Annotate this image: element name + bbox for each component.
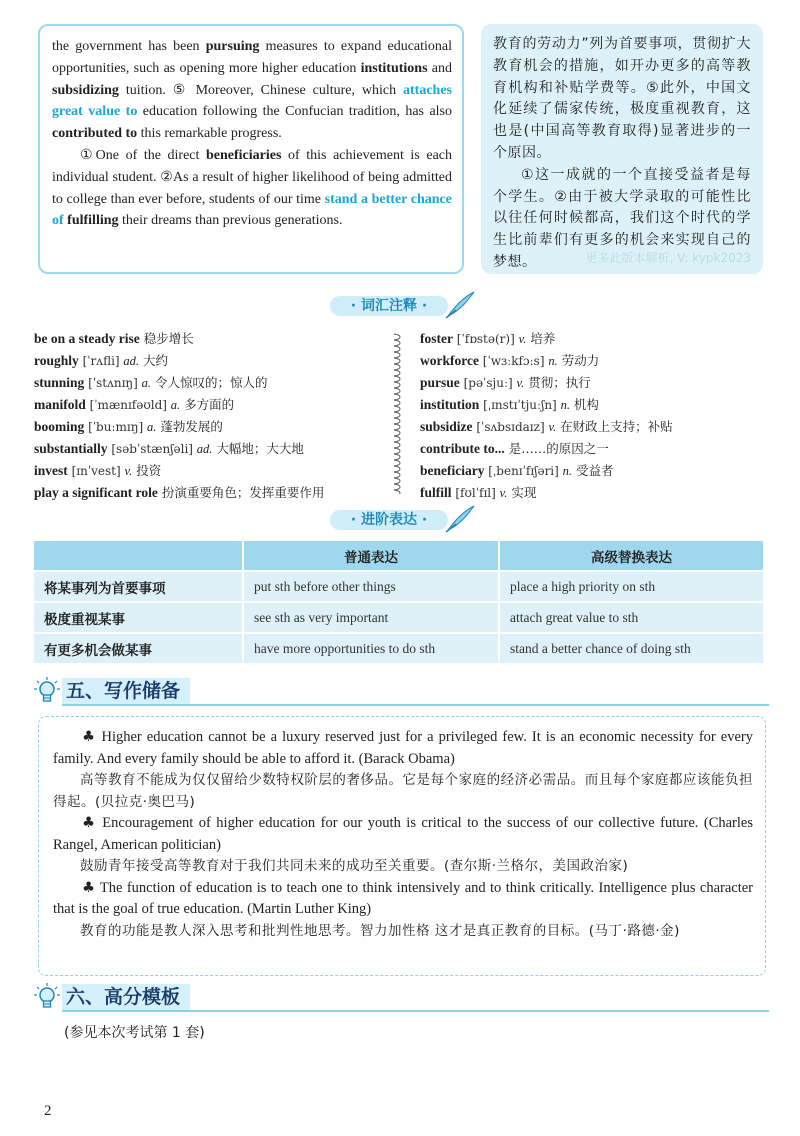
- expression-table: [34, 541, 765, 665]
- vocab-word: fulfill: [420, 485, 452, 500]
- lightbulb-icon: [34, 982, 60, 1012]
- section-divider: [62, 704, 769, 706]
- vocab-entry: [420, 328, 673, 350]
- vocab-pos: v.: [124, 464, 133, 478]
- vocab-banner-label: · 词汇注释 ·: [330, 296, 448, 316]
- vocab-pos: n.: [560, 398, 570, 412]
- vocab-pos: v.: [499, 486, 508, 500]
- vocab-word: substantially: [34, 441, 108, 456]
- quotes-box: [38, 716, 766, 976]
- vocab-phon: [ˈwɜːkfɔːs]: [478, 354, 549, 368]
- quote-3-chinese: 教育的功能是教人深入思考和批判性地思考。智力加性格 这才是真正教育的目标。(马丁·路德·金): [80, 922, 680, 939]
- table-cell: place a high priority on sth: [500, 572, 765, 603]
- club-icon: ♣: [82, 879, 96, 896]
- vocab-pos: ad.: [196, 442, 213, 456]
- vocab-entry: [34, 328, 324, 350]
- club-icon: ♣: [82, 729, 97, 745]
- chinese-translation-box: [481, 24, 763, 274]
- chinese-paragraph-2: ①这一成就的一个直接受益者是每个学生。②由于被大学录取的可能性比以往任何时候都高，我们这个时代的学生比前辈们有更多的机会来实现自己的梦想。: [493, 166, 751, 270]
- vocab-meaning: 贯彻；执行: [524, 375, 591, 390]
- vocab-entry: [34, 482, 324, 504]
- vocab-entry: [420, 416, 673, 438]
- section-6-heading: [34, 982, 769, 1012]
- table-cell: attach great value to sth: [500, 603, 765, 634]
- vocab-meaning: 培养: [526, 331, 556, 346]
- lightbulb-icon: [34, 676, 60, 706]
- vocab-meaning: 劳动力: [557, 353, 600, 368]
- quote-2-english: ♣ Encouragement of higher education for our youth is critical to the success of our collective future. (Charles Rangel, American politician): [53, 815, 753, 853]
- section-divider: [62, 1010, 769, 1012]
- table-row: [34, 603, 765, 634]
- english-paragraph-2: ①One of the direct beneficiaries of this achievement is each individual student. ②As a result of higher likelihood of being admitted to college than ever before, students of our time stand a better chance of fulfilling their dreams than previous generations.: [52, 147, 453, 229]
- section-5-title: 五、写作储备: [62, 678, 190, 704]
- vocab-word: stunning: [34, 375, 85, 390]
- vocab-meaning: 实现: [507, 485, 537, 500]
- vocab-entry: [34, 438, 324, 460]
- vocab-meaning: 令人惊叹的；惊人的: [151, 375, 268, 390]
- table-cell: stand a better chance of doing sth: [500, 634, 765, 665]
- vocab-list-right: [420, 328, 673, 504]
- section-6-title: 六、高分模板: [62, 984, 190, 1010]
- vocab-list-left: [34, 328, 324, 504]
- vocab-word: be on a steady rise: [34, 331, 140, 346]
- table-header-cell: 高级替换表达: [500, 541, 765, 572]
- english-paragraph-1: the government has been pursuing measures to expand educational opportunities, such as opening more higher education institutions and subsidizing tuition. ⑤ Moreover, Chinese culture, which attaches great value to education following the Confucian tradition, has also contributed to this remarkable progress.: [52, 39, 453, 142]
- table-cell: put sth before other things: [244, 572, 500, 603]
- table-row: [34, 634, 765, 665]
- table-header-row: [34, 541, 765, 572]
- vocab-pos: v.: [516, 376, 525, 390]
- vocab-word: booming: [34, 419, 85, 434]
- vocab-entry: [420, 460, 673, 482]
- vocab-phon: [səbˈstænʃəli]: [107, 442, 197, 456]
- quote-2-chinese: 鼓励青年接受高等教育对于我们共同未来的成功至关重要。(查尔斯·兰格尔，美国政治家): [80, 858, 629, 874]
- vocab-word: roughly: [34, 353, 79, 368]
- vocab-phon: [ˈfɒstə(r)]: [452, 332, 519, 346]
- table-header-cell: [34, 541, 244, 572]
- quote-1-english: ♣ Higher education cannot be a luxury reserved just for a privileged few. It is an economic necessity for every family. And every family should be able to afford it. (Barack Obama): [53, 729, 753, 767]
- table-cell: 有更多机会做某事: [34, 634, 244, 665]
- vocab-word: workforce: [420, 353, 479, 368]
- vocab-pos: v.: [548, 420, 557, 434]
- quote-3-english: ♣ The function of education is to teach one to think intensively and to think critically. Intelligence plus character that is the goal of true education. (Martin Luther King): [53, 879, 753, 917]
- vocab-pos: n.: [562, 464, 573, 478]
- vocab-phon: [ˈsʌbsɪdaɪz]: [472, 420, 549, 434]
- table-cell: 将某事列为首要事项: [34, 572, 244, 603]
- quill-icon: [444, 290, 476, 320]
- vocab-word: foster: [420, 331, 453, 346]
- vocab-meaning: 蓬勃发展的: [156, 419, 223, 434]
- vocab-phon: [fʊlˈfɪl]: [451, 486, 500, 500]
- table-row: [34, 572, 765, 603]
- vocab-meaning: 大幅地；大大地: [212, 441, 304, 456]
- vocab-word: manifold: [34, 397, 86, 412]
- binding-spiral-icon: [391, 332, 405, 494]
- vocab-phon: [ˈmænɪfəʊld]: [85, 398, 171, 412]
- vocab-pos: ad.: [123, 354, 140, 368]
- section-5-heading: [34, 676, 769, 706]
- vocab-phon: [ɪnˈvest]: [67, 464, 125, 478]
- table-cell: have more opportunities to do sth: [244, 634, 500, 665]
- vocab-word: subsidize: [420, 419, 473, 434]
- vocab-word: institution: [420, 397, 480, 412]
- club-icon: ♣: [82, 815, 97, 831]
- vocab-meaning: 扮演重要角色；发挥重要作用: [157, 485, 325, 500]
- watermark: 更多此版本解析, V: kypk2023: [585, 251, 751, 266]
- vocab-word: pursue: [420, 375, 460, 390]
- vocab-entry: [34, 350, 324, 372]
- vocab-entry: [34, 372, 324, 394]
- english-passage-box: [38, 24, 464, 274]
- vocab-meaning: 投资: [132, 463, 162, 478]
- template-reference: (参见本次考试第 1 套): [64, 1025, 205, 1041]
- quill-icon: [444, 504, 476, 534]
- vocab-meaning: 受益者: [572, 463, 614, 478]
- table-cell: see sth as very important: [244, 603, 500, 634]
- vocab-banner: [330, 294, 480, 318]
- vocab-entry: [420, 394, 673, 416]
- vocab-meaning: 在财政上支持；补贴: [556, 419, 673, 434]
- table-header-cell: 普通表达: [244, 541, 500, 572]
- vocab-pos: v.: [518, 332, 527, 346]
- chinese-paragraph-1: 教育的劳动力”列为首要事项，贯彻扩大教育机会的措施，如开办更多的高等教育机构和补贴学费等。⑤此外，中国文化延续了儒家传统，极度重视教育，这也是(中国高等教育取得)显著进步的一个原因。: [493, 36, 751, 161]
- vocab-word: invest: [34, 463, 68, 478]
- vocab-meaning: 多方面的: [180, 397, 235, 412]
- vocab-phon: [ˌbenɪˈfɪʃəri]: [484, 464, 563, 478]
- vocab-pos: a.: [141, 376, 152, 390]
- quote-1-chinese: 高等教育不能成为仅仅留给少数特权阶层的奢侈品。它是每个家庭的经济必需品。而且每个家庭都应该能负担得起。(贝拉克·奥巴马): [53, 772, 753, 810]
- vocab-entry: [420, 350, 673, 372]
- vocab-entry: [34, 460, 324, 482]
- vocab-meaning: 稳步增长: [139, 331, 194, 346]
- vocab-meaning: 机构: [569, 397, 599, 412]
- vocab-phon: [ˌɪnstɪˈtjuːʃn]: [479, 398, 561, 412]
- vocab-meaning: 大约: [139, 353, 169, 368]
- page-number: 2: [44, 1103, 52, 1119]
- advanced-banner-label: · 进阶表达 ·: [330, 510, 448, 530]
- vocab-word: beneficiary: [420, 463, 485, 478]
- vocab-entry: [34, 416, 324, 438]
- vocab-pos: a.: [170, 398, 181, 412]
- vocab-phon: [pəˈsjuː]: [459, 376, 517, 390]
- vocab-pos: a.: [146, 420, 157, 434]
- table-cell: 极度重视某事: [34, 603, 244, 634]
- vocab-word: contribute to...: [420, 441, 505, 456]
- vocab-meaning: 是……的原因之一: [504, 441, 609, 456]
- vocab-entry: [420, 438, 673, 460]
- vocab-pos: n.: [548, 354, 558, 368]
- vocab-entry: [420, 372, 673, 394]
- vocab-phon: [ˈbuːmɪŋ]: [84, 420, 147, 434]
- vocab-word: play a significant role: [34, 485, 158, 500]
- vocab-entry: [34, 394, 324, 416]
- vocab-entry: [420, 482, 673, 504]
- advanced-banner: [330, 508, 480, 532]
- vocab-phon: [ˈrʌfli]: [78, 354, 124, 368]
- vocab-phon: [ˈstʌnɪŋ]: [84, 376, 142, 390]
